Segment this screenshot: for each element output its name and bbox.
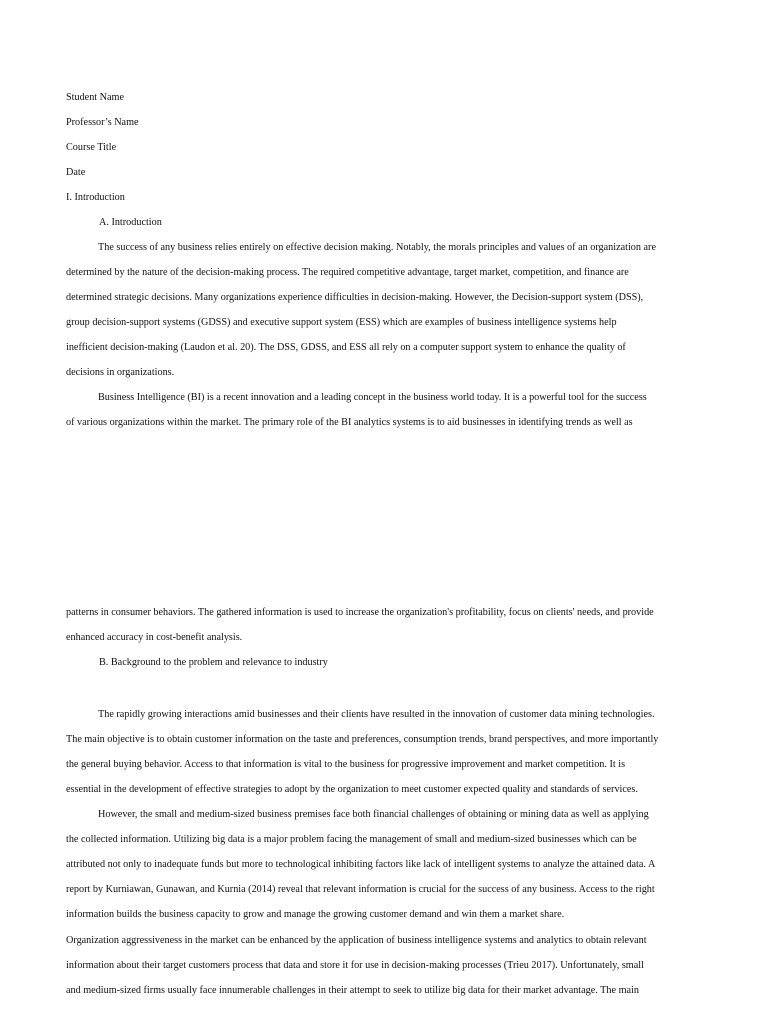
paragraph-line: enhanced accuracy in cost-benefit analysis. bbox=[66, 632, 243, 643]
paragraph-line: information builds the business capacity to grow and manage the growing customer demand and win them a market share. bbox=[66, 909, 565, 920]
professor-name: Professor’s Name bbox=[66, 117, 139, 128]
paragraph-line: essential in the development of effective strategies to adopt by the organization to meet customer expected quality and standards of services. bbox=[66, 784, 638, 795]
paragraph-line: of various organizations within the market. The primary role of the BI analytics systems is to aid businesses in identifying trends as well as bbox=[66, 417, 633, 428]
paragraph-line: The main objective is to obtain customer information on the taste and preferences, consumption trends, brand perspectives, and more importantly bbox=[66, 734, 659, 745]
paragraph-line: and medium-sized firms usually face innumerable challenges in their attempt to seek to utilize big data for their market advantage. The main bbox=[66, 985, 639, 996]
paragraph-line: group decision-support systems (GDSS) and executive support system (ESS) which are examples of business intelligence systems help bbox=[66, 317, 617, 328]
paragraph-line: information about their target customers process that data and store it for use in decision-making processes (Trieu 2017). Unfortunately, small bbox=[66, 960, 644, 971]
paragraph-line: The rapidly growing interactions amid businesses and their clients have resulted in the innovation of customer data mining technologies. bbox=[98, 709, 655, 720]
paragraph-line: Business Intelligence (BI) is a recent innovation and a leading concept in the business world today. It is a powerful tool for the success bbox=[98, 392, 647, 403]
subsection-heading-b: B. Background to the problem and relevance to industry bbox=[99, 657, 328, 668]
paragraph-line: The success of any business relies entirely on effective decision making. Notably, the morals principles and values of an organization are bbox=[98, 242, 656, 253]
course-title: Course Title bbox=[66, 142, 117, 153]
paragraph-line: determined strategic decisions. Many organizations experience difficulties in decision-making. However, the Decision-support system (DSS), bbox=[66, 292, 644, 303]
paragraph-line: attributed not only to inadequate funds but more to technological inhibiting factors like lack of intelligent systems to analyze the attained data. A bbox=[66, 859, 656, 870]
section-heading-introduction: I. Introduction bbox=[66, 192, 125, 203]
student-name: Student Name bbox=[66, 92, 125, 103]
paragraph-line: determined by the nature of the decision-making process. The required competitive advantage, target market, competition, and finance are bbox=[66, 267, 629, 278]
date: Date bbox=[66, 167, 86, 178]
subsection-heading-a: A. Introduction bbox=[99, 217, 162, 228]
paragraph-line: Organization aggressiveness in the market can be enhanced by the application of business intelligence systems and analytics to obtain relevant bbox=[66, 935, 647, 946]
paragraph-line: patterns in consumer behaviors. The gathered information is used to increase the organization's profitability, focus on clients' needs, and provide bbox=[66, 607, 654, 618]
paragraph-line: inefficient decision-making (Laudon et al. 20). The DSS, GDSS, and ESS all rely on a computer support system to enhance the quality of bbox=[66, 342, 626, 353]
paragraph-line: However, the small and medium-sized business premises face both financial challenges of obtaining or mining data as well as applying bbox=[98, 809, 649, 820]
paragraph-line: report by Kurniawan, Gunawan, and Kurnia (2014) reveal that relevant information is crucial for the success of any business. Access to the right bbox=[66, 884, 655, 895]
paragraph-line: the collected information. Utilizing big data is a major problem facing the management of small and medium-sized businesses which can be bbox=[66, 834, 637, 845]
paragraph-line: the general buying behavior. Access to that information is vital to the business for progressive improvement and market competition. It is bbox=[66, 759, 626, 770]
paragraph-line: decisions in organizations. bbox=[66, 367, 175, 378]
